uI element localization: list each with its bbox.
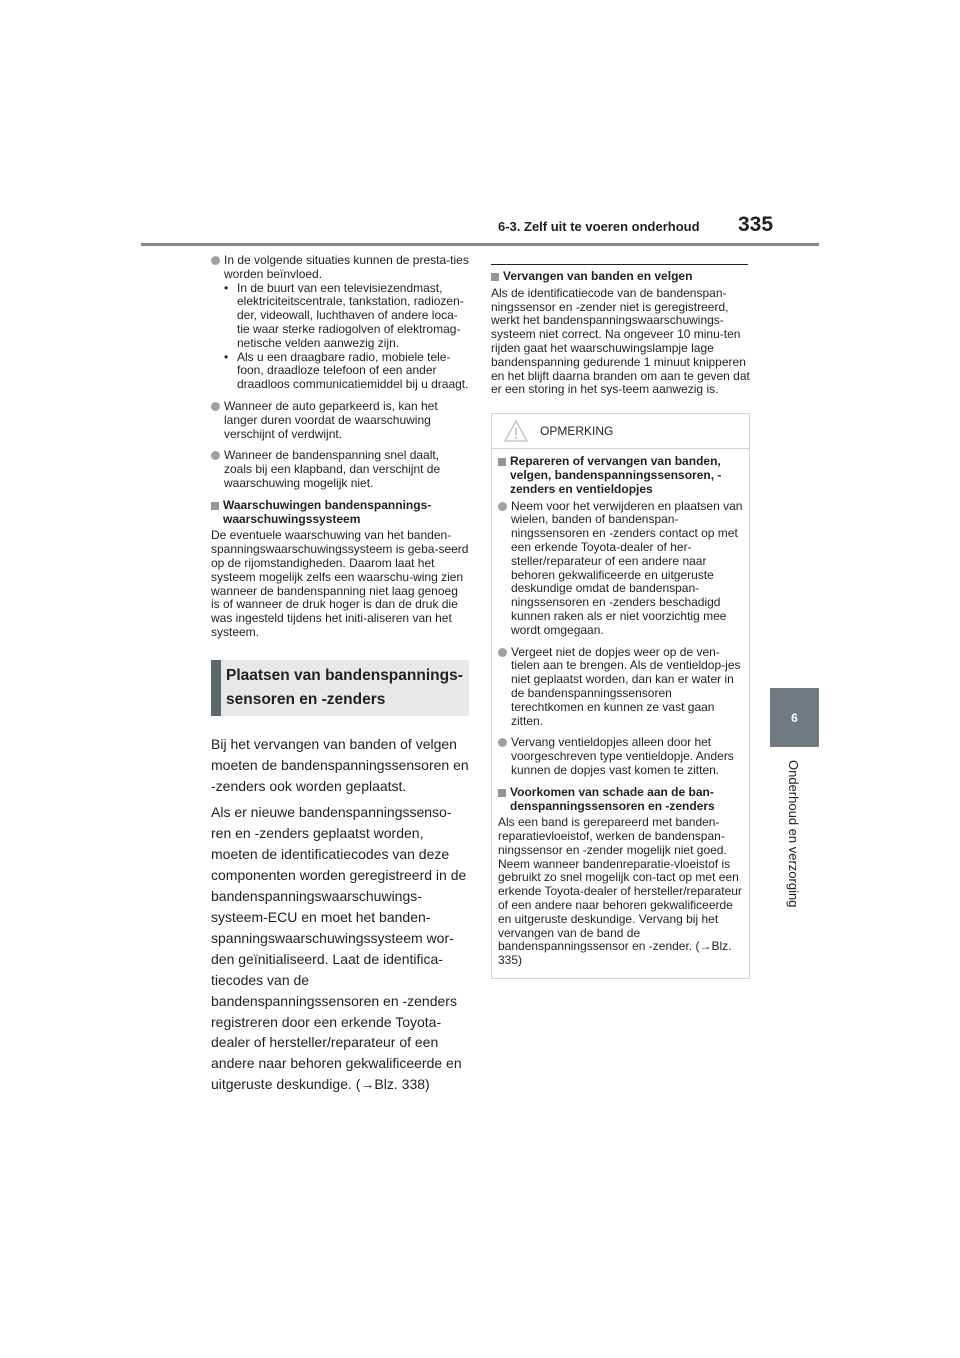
list-item — [211, 400, 469, 441]
bullet-dot-icon — [498, 738, 507, 747]
page-number: 335 — [738, 213, 774, 236]
sub-item-text: In de buurt van een televisiezendmast, elektriciteitscentrale, tankstation, radiozen-der, videowall, luchthaven of andere loca-tie waar sterke radiogolven of elektromag-netische velden aanwezig zijn. — [237, 280, 464, 350]
body-text — [211, 734, 469, 1095]
square-bullet-icon — [498, 458, 506, 466]
list-item — [211, 449, 469, 490]
paragraph: Als er nieuwe bandenspanningssenso-ren en -zenders geplaatst worden, moeten de identificatiecodes van deze componenten worden geregistreerd in de bandenspanningswaarschuwings-systeem-ECU en moet het banden-spanningswaarschuwingssysteem wor-den geïnitialiseerd. Laat de identifica-tiecodes van de bandenspanningssensoren en -zenders registreren door een erkende Toyota-dealer of hersteller/reparateur of een andere naar behoren gekwalificeerde en uitgeruste deskundige. (→Blz. 338) — [211, 804, 467, 1093]
bullet-text: Wanneer de auto geparkeerd is, kan het langer duren voordat de waarschuwing verschijnt of verdwijnt. — [224, 398, 438, 441]
bullet-text: In de volgende situaties kunnen de presta-ties worden beïnvloed. — [224, 253, 469, 281]
left-column — [211, 254, 469, 1101]
paragraph: Als een band is gerepareerd met banden-reparatievloeistof, werken de bandenspan-ningssensor en -zender mogelijk niet goed. Neem wanneer bandenreparatie-vloeistof is gebruikt zo snel mogelijk con-tact op met een erkende Toyota-dealer of hersteller/reparateur of een andere naar behoren gekwalificeerde en uitgeruste deskundige. Vervang bij het vervangen van de band de bandenspanningssensor en -zender. (→Blz. 335) — [498, 815, 742, 968]
notice-box — [491, 413, 750, 979]
subheading: Waarschuwingen bandenspannings-waarschuwingssysteem — [211, 499, 469, 527]
bullet-dot-icon — [498, 648, 507, 657]
subheading: Vervangen van banden en velgen — [491, 270, 750, 284]
bullet-dot-icon — [211, 402, 220, 411]
paragraph: Bij het vervangen van banden of velgen moeten de bandenspanningssensoren en -zenders ook worden geplaatst. — [211, 735, 469, 794]
bullet-dot-icon — [211, 451, 220, 460]
list-item: Neem voor het verwijderen en plaatsen van wielen, banden of bandenspan-ningssensoren en -zenders contact op met een erkende Toyota-dealer of her-steller/reparateur of een andere naar behoren gekwalificeerde en uitgeruste deskundige omdat de bandenspan-ningssensoren en -zenders beschadigd kunnen raken als er niet voorzichtig mee wordt omgegaan. — [498, 500, 743, 638]
chapter-tab: 6 — [770, 688, 819, 747]
chapter-label: Onderhoud en verzorging — [786, 760, 801, 908]
section-heading: Plaatsen van bandenspannings- sensoren en -zenders — [211, 660, 469, 716]
sub-item: • In de buurt van een televisiezendmast, elektriciteitscentrale, tankstation, radiozen-der, videowall, luchthaven of andere loca-tie waar sterke radiogolven of elektromag-netische velden aanwezig zijn. — [224, 282, 469, 351]
sub-item: • Als u een draagbare radio, mobiele tele-foon, draadloze telefoon of een ander draadloos communicatiemiddel bij u draagt. — [224, 349, 469, 392]
paragraph: Als de identificatiecode van de bandenspan-ningssensor en -zender niet is geregistreerd, werkt het bandenspanningswaarschuwings-systeem niet correct. Na ongeveer 10 minu-ten rijden gaat het waarschuwingslampje lage bandenspanning gedurende 1 minuut knipperen en het blijft daarna branden om aan te geven dat er een storing in het sys-teem aanwezig is. — [491, 285, 750, 397]
header-divider — [141, 243, 819, 246]
paragraph: De eventuele waarschuwing van het banden-spanningswaarschuwingssysteem is geba-seerd op de rijomstandigheden. Daarom laat het systeem mogelijk zelfs een waarschu-wing zien wanneer de bandenspanning niet laag genoeg is of wanneer de druk hoger is dan de druk die was ingesteld tijdens het initi-aliseren van het systeem. — [211, 528, 469, 639]
square-bullet-icon — [491, 273, 499, 281]
square-bullet-icon — [211, 502, 219, 510]
list-item — [211, 254, 469, 392]
bullet-dot-icon — [211, 256, 220, 265]
notice-header — [492, 414, 749, 449]
sub-item-text: Als u een draagbare radio, mobiele tele-foon, draadloze telefoon of een ander draadloos communicatiemiddel bij u draagt. — [237, 349, 469, 392]
section-title: 6-3. Zelf uit te voeren onderhoud — [498, 219, 700, 234]
bullet-dot-icon — [498, 502, 507, 511]
right-column — [491, 264, 750, 979]
bullet-text: Wanneer de bandenspanning snel daalt, zoals bij een klapband, dan verschijnt de waarschuwing mogelijk niet. — [224, 448, 441, 490]
notice-subheading: Repareren of vervangen van banden, velgen, bandenspanningssensoren, -zenders en ventieldopjes — [498, 455, 743, 496]
notice-subheading: Voorkomen van schade aan de ban-denspanningssensoren en -zenders — [498, 786, 743, 814]
list-item: Vervang ventieldopjes alleen door het voorgeschreven type ventieldopje. Anders kunnen de dopjes vast komen te zitten. — [498, 736, 743, 777]
warning-icon — [504, 420, 528, 442]
list-item: Vergeet niet de dopjes weer op de ven-tielen aan te brengen. Als de ventieldop-jes niet geplaatst worden, dan kan er water in de bandenspanningssensoren terechtkomen en kunnen ze vast gaan zitten. — [498, 646, 743, 729]
notice-label: OPMERKING — [540, 424, 614, 439]
divider — [491, 264, 748, 265]
square-bullet-icon — [498, 789, 506, 797]
